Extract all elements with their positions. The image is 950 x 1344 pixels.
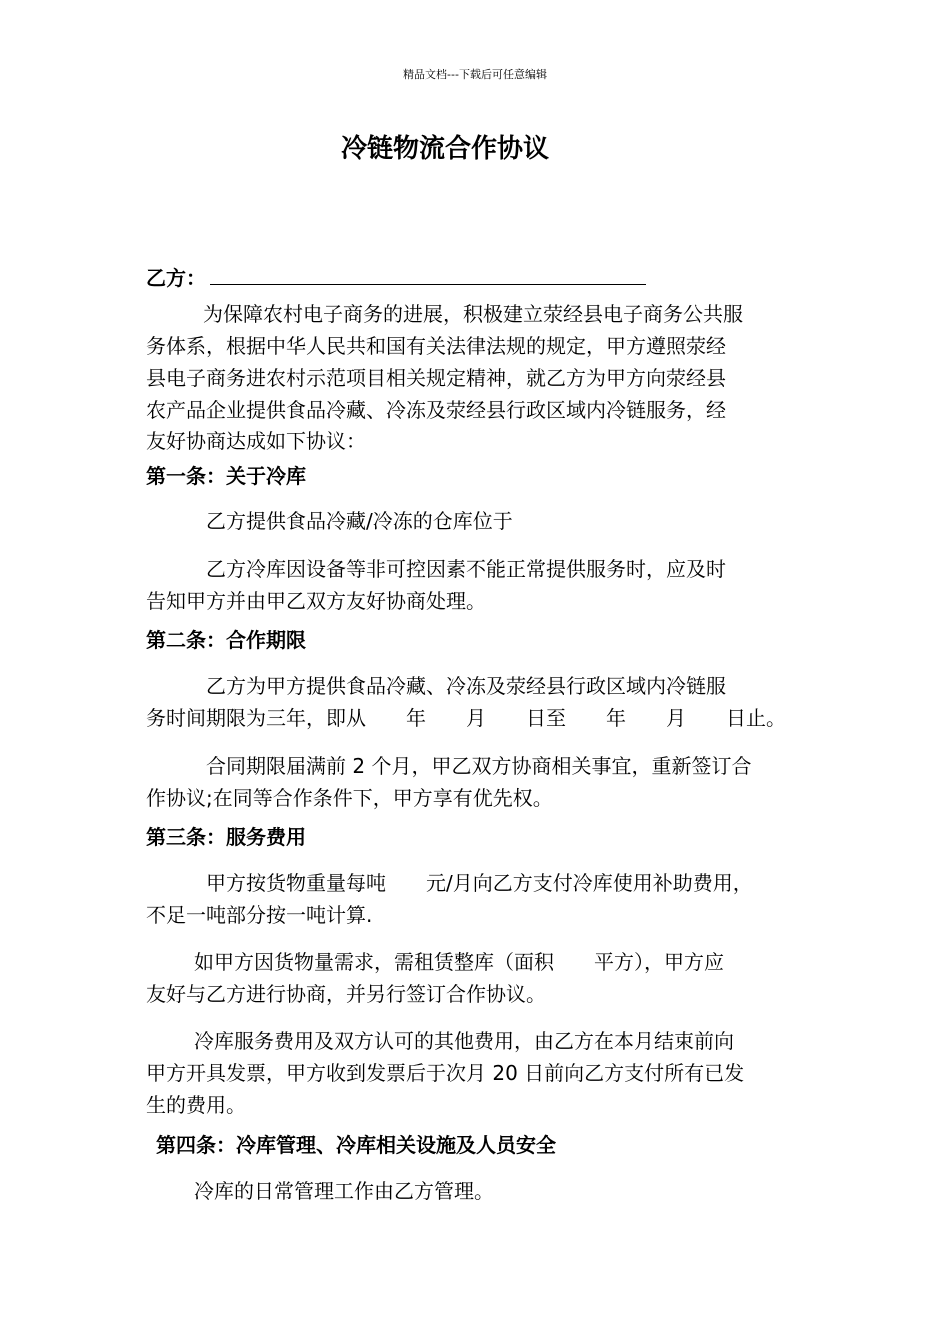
article-2-paragraph-1-line-1: 乙方为甲方提供食品冷藏、冷冻及荥经县行政区域内冷链服	[206, 674, 726, 698]
intro-line-5: 友好协商达成如下协议：	[146, 429, 366, 453]
article-3-paragraph-3-line-1: 冷库服务费用及双方认可的其他费用，由乙方在本月结束前向	[194, 1029, 734, 1053]
article-1-heading: 第一条：关于冷库	[146, 464, 306, 488]
article-3-paragraph-1-line-2: 不足一吨部分按一吨计算.	[146, 903, 373, 927]
article-4-heading: 第四条：冷库管理、冷库相关设施及人员安全	[156, 1133, 556, 1157]
intro-line-3: 县电子商务进农村示范项目相关规定精神，就乙方为甲方向荥经县	[146, 366, 726, 390]
intro-line-4: 农产品企业提供食品冷藏、冷冻及荥经县行政区域内冷链服务，经	[146, 398, 726, 422]
article-3-paragraph-2-line-1: 如甲方因货物量需求，需租赁整库（面积 平方），甲方应	[194, 950, 724, 974]
intro-line-2: 务体系，根据中华人民共和国有关法律法规的规定，甲方遵照荥经	[146, 334, 726, 358]
article-2-paragraph-2-line-2: 作协议;在同等合作条件下，甲方享有优先权。	[146, 786, 553, 810]
article-1-paragraph-1: 乙方提供食品冷藏/冷冻的仓库位于	[206, 509, 513, 533]
article-3-paragraph-2-line-2: 友好与乙方进行协商，并另行签订合作协议。	[146, 982, 546, 1006]
article-3-paragraph-1-line-1: 甲方按货物重量每吨 元/月向乙方支付冷库使用补助费用，	[206, 871, 753, 895]
article-4-paragraph-1: 冷库的日常管理工作由乙方管理。	[194, 1179, 494, 1203]
article-1-paragraph-2-line-2: 告知甲方并由甲乙双方友好协商处理。	[146, 589, 486, 613]
article-2-paragraph-2-line-1: 合同期限届满前 2 个月，甲乙双方协商相关事宜，重新签订合	[206, 754, 752, 778]
intro-line-1: 为保障农村电子商务的进展，积极建立荥经县电子商务公共服	[203, 302, 743, 326]
party-b-label: 乙方：	[146, 266, 206, 290]
article-2-heading: 第二条：合作期限	[146, 628, 306, 652]
article-3-heading: 第三条：服务费用	[146, 825, 306, 849]
article-2-paragraph-1-line-2: 务时间期限为三年，即从 年 月 日至 年 月 日止。	[146, 706, 786, 730]
header-note: 精品文档---下载后可任意编辑	[403, 68, 547, 81]
article-3-paragraph-3-line-3: 生的费用。	[146, 1093, 246, 1117]
document-title: 冷链物流合作协议	[340, 134, 549, 164]
article-3-paragraph-3-line-2: 甲方开具发票，甲方收到发票后于次月 20 日前向乙方支付所有已发	[146, 1061, 745, 1085]
party-b-fill-line	[210, 284, 646, 285]
article-1-paragraph-2-line-1: 乙方冷库因设备等非可控因素不能正常提供服务时，应及时	[206, 557, 726, 581]
